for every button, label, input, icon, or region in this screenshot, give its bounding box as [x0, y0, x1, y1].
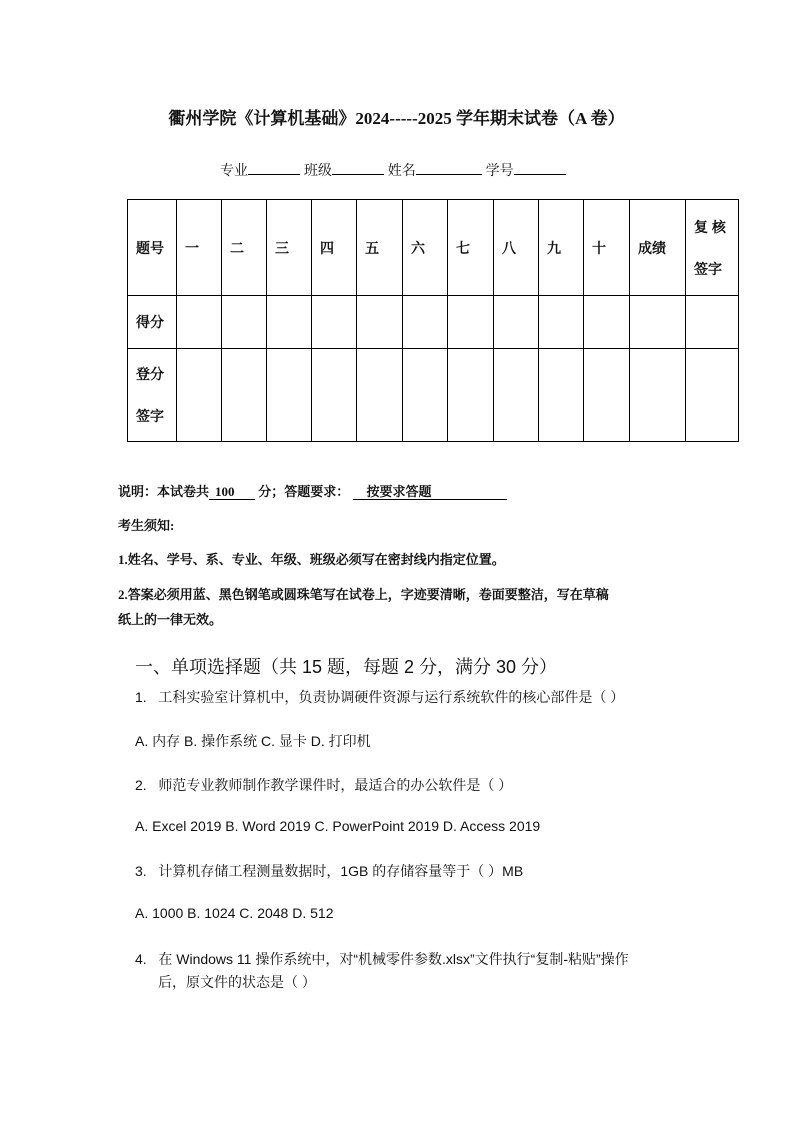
header-cell: 八	[494, 200, 539, 296]
question-3-options: A. 1000 B. 1024 C. 2048 D. 512	[135, 905, 334, 921]
question-2-options: A. Excel 2019 B. Word 2019 C. PowerPoint 2019 D. Access 2019	[135, 818, 541, 834]
student-info-line	[220, 160, 566, 180]
score-cell[interactable]	[630, 296, 686, 349]
header-cell: 成绩	[630, 200, 686, 296]
header-cell: 一	[177, 200, 222, 296]
field-major-blank[interactable]	[248, 160, 300, 175]
header-cell: 九	[539, 200, 584, 296]
question-3	[135, 861, 523, 881]
question-1	[135, 687, 624, 707]
signature-cell[interactable]	[177, 349, 222, 442]
question-text: 师范专业教师制作教学课件时，最适合的办公软件是（ ）	[158, 777, 513, 793]
signature-cell[interactable]	[357, 349, 403, 442]
table-row	[128, 296, 739, 349]
score-cell[interactable]	[357, 296, 403, 349]
section-heading: 一、单项选择题（共 15 题，每题 2 分，满分 30 分）	[135, 657, 558, 677]
header-cell: 五	[357, 200, 403, 296]
header-cell: 四	[312, 200, 357, 296]
score-cell[interactable]	[177, 296, 222, 349]
signature-cell[interactable]	[584, 349, 630, 442]
question-4-line2: 后，原文件的状态是（ ）	[158, 974, 316, 990]
score-cell[interactable]	[494, 296, 539, 349]
header-cell: 七	[448, 200, 494, 296]
signature-cell[interactable]	[448, 349, 494, 442]
score-cell[interactable]	[267, 296, 312, 349]
notice-item-2-line1: 2.答案必须用蓝、黑色钢笔或圆珠笔写在试卷上，字迹要清晰，卷面要整洁，写在草稿	[118, 587, 609, 602]
question-text: 计算机存储工程测量数据时，1GB 的存储容量等于（ ）MB	[158, 863, 524, 879]
signature-cell[interactable]	[494, 349, 539, 442]
field-class-label: 班级	[303, 162, 332, 178]
score-cell[interactable]	[312, 296, 357, 349]
notice-title: 考生须知:	[118, 518, 175, 533]
question-text: 工科实验室计算机中，负责协调硬件资源与运行系统软件的核心部件是（ ）	[158, 689, 625, 705]
header-cell: 题号	[128, 200, 177, 296]
question-number: 1.	[135, 689, 147, 705]
score-cell[interactable]	[448, 296, 494, 349]
total-score: 100	[209, 485, 255, 500]
signature-cell[interactable]	[686, 349, 739, 442]
question-text: 在 Windows 11 操作系统中，对“机械零件参数.xlsx”文件执行“复制-粘贴”操作	[158, 951, 629, 967]
answer-requirement: 按要求答题	[353, 485, 507, 500]
question-4	[135, 949, 629, 969]
header-cell: 三	[267, 200, 312, 296]
field-name-label: 姓名	[387, 162, 416, 178]
question-number: 3.	[135, 863, 147, 879]
question-2	[135, 775, 512, 795]
row-label: 得分	[128, 296, 177, 349]
header-cell: 六	[403, 200, 448, 296]
desc-prefix: 说明：本试卷共	[118, 484, 210, 499]
notice-item-1: 1.姓名、学号、系、专业、年级、班级必须写在密封线内指定位置。	[118, 552, 505, 567]
question-1-options: A. 内存 B. 操作系统 C. 显卡 D. 打印机	[135, 733, 371, 749]
exam-title: 衢州学院《计算机基础》2024-----2025 学年期末试卷（A 卷）	[168, 109, 625, 128]
score-cell[interactable]	[403, 296, 448, 349]
table-row	[128, 349, 739, 442]
score-cell[interactable]	[584, 296, 630, 349]
field-name-blank[interactable]	[416, 160, 482, 175]
field-major-label: 专业	[220, 162, 248, 178]
question-number: 4.	[135, 951, 147, 967]
signature-cell[interactable]	[222, 349, 267, 442]
field-id-label: 学号	[485, 162, 514, 178]
table-header-row	[128, 200, 739, 296]
question-number: 2.	[135, 777, 147, 793]
score-cell[interactable]	[686, 296, 739, 349]
notice-item-2-line2: 纸上的一律无效。	[118, 612, 223, 627]
signature-cell[interactable]	[267, 349, 312, 442]
desc-mid: 分；答题要求：	[258, 484, 350, 499]
row-label: 登分 签字	[128, 349, 177, 442]
header-cell: 十	[584, 200, 630, 296]
exam-description	[118, 481, 507, 500]
signature-cell[interactable]	[630, 349, 686, 442]
score-cell[interactable]	[539, 296, 584, 349]
signature-cell[interactable]	[403, 349, 448, 442]
score-cell[interactable]	[222, 296, 267, 349]
score-table	[127, 199, 739, 442]
signature-cell[interactable]	[539, 349, 584, 442]
signature-cell[interactable]	[312, 349, 357, 442]
field-id-blank[interactable]	[514, 160, 566, 175]
header-cell: 二	[222, 200, 267, 296]
header-cell: 复 核 签字	[686, 200, 739, 296]
field-class-blank[interactable]	[332, 160, 384, 175]
